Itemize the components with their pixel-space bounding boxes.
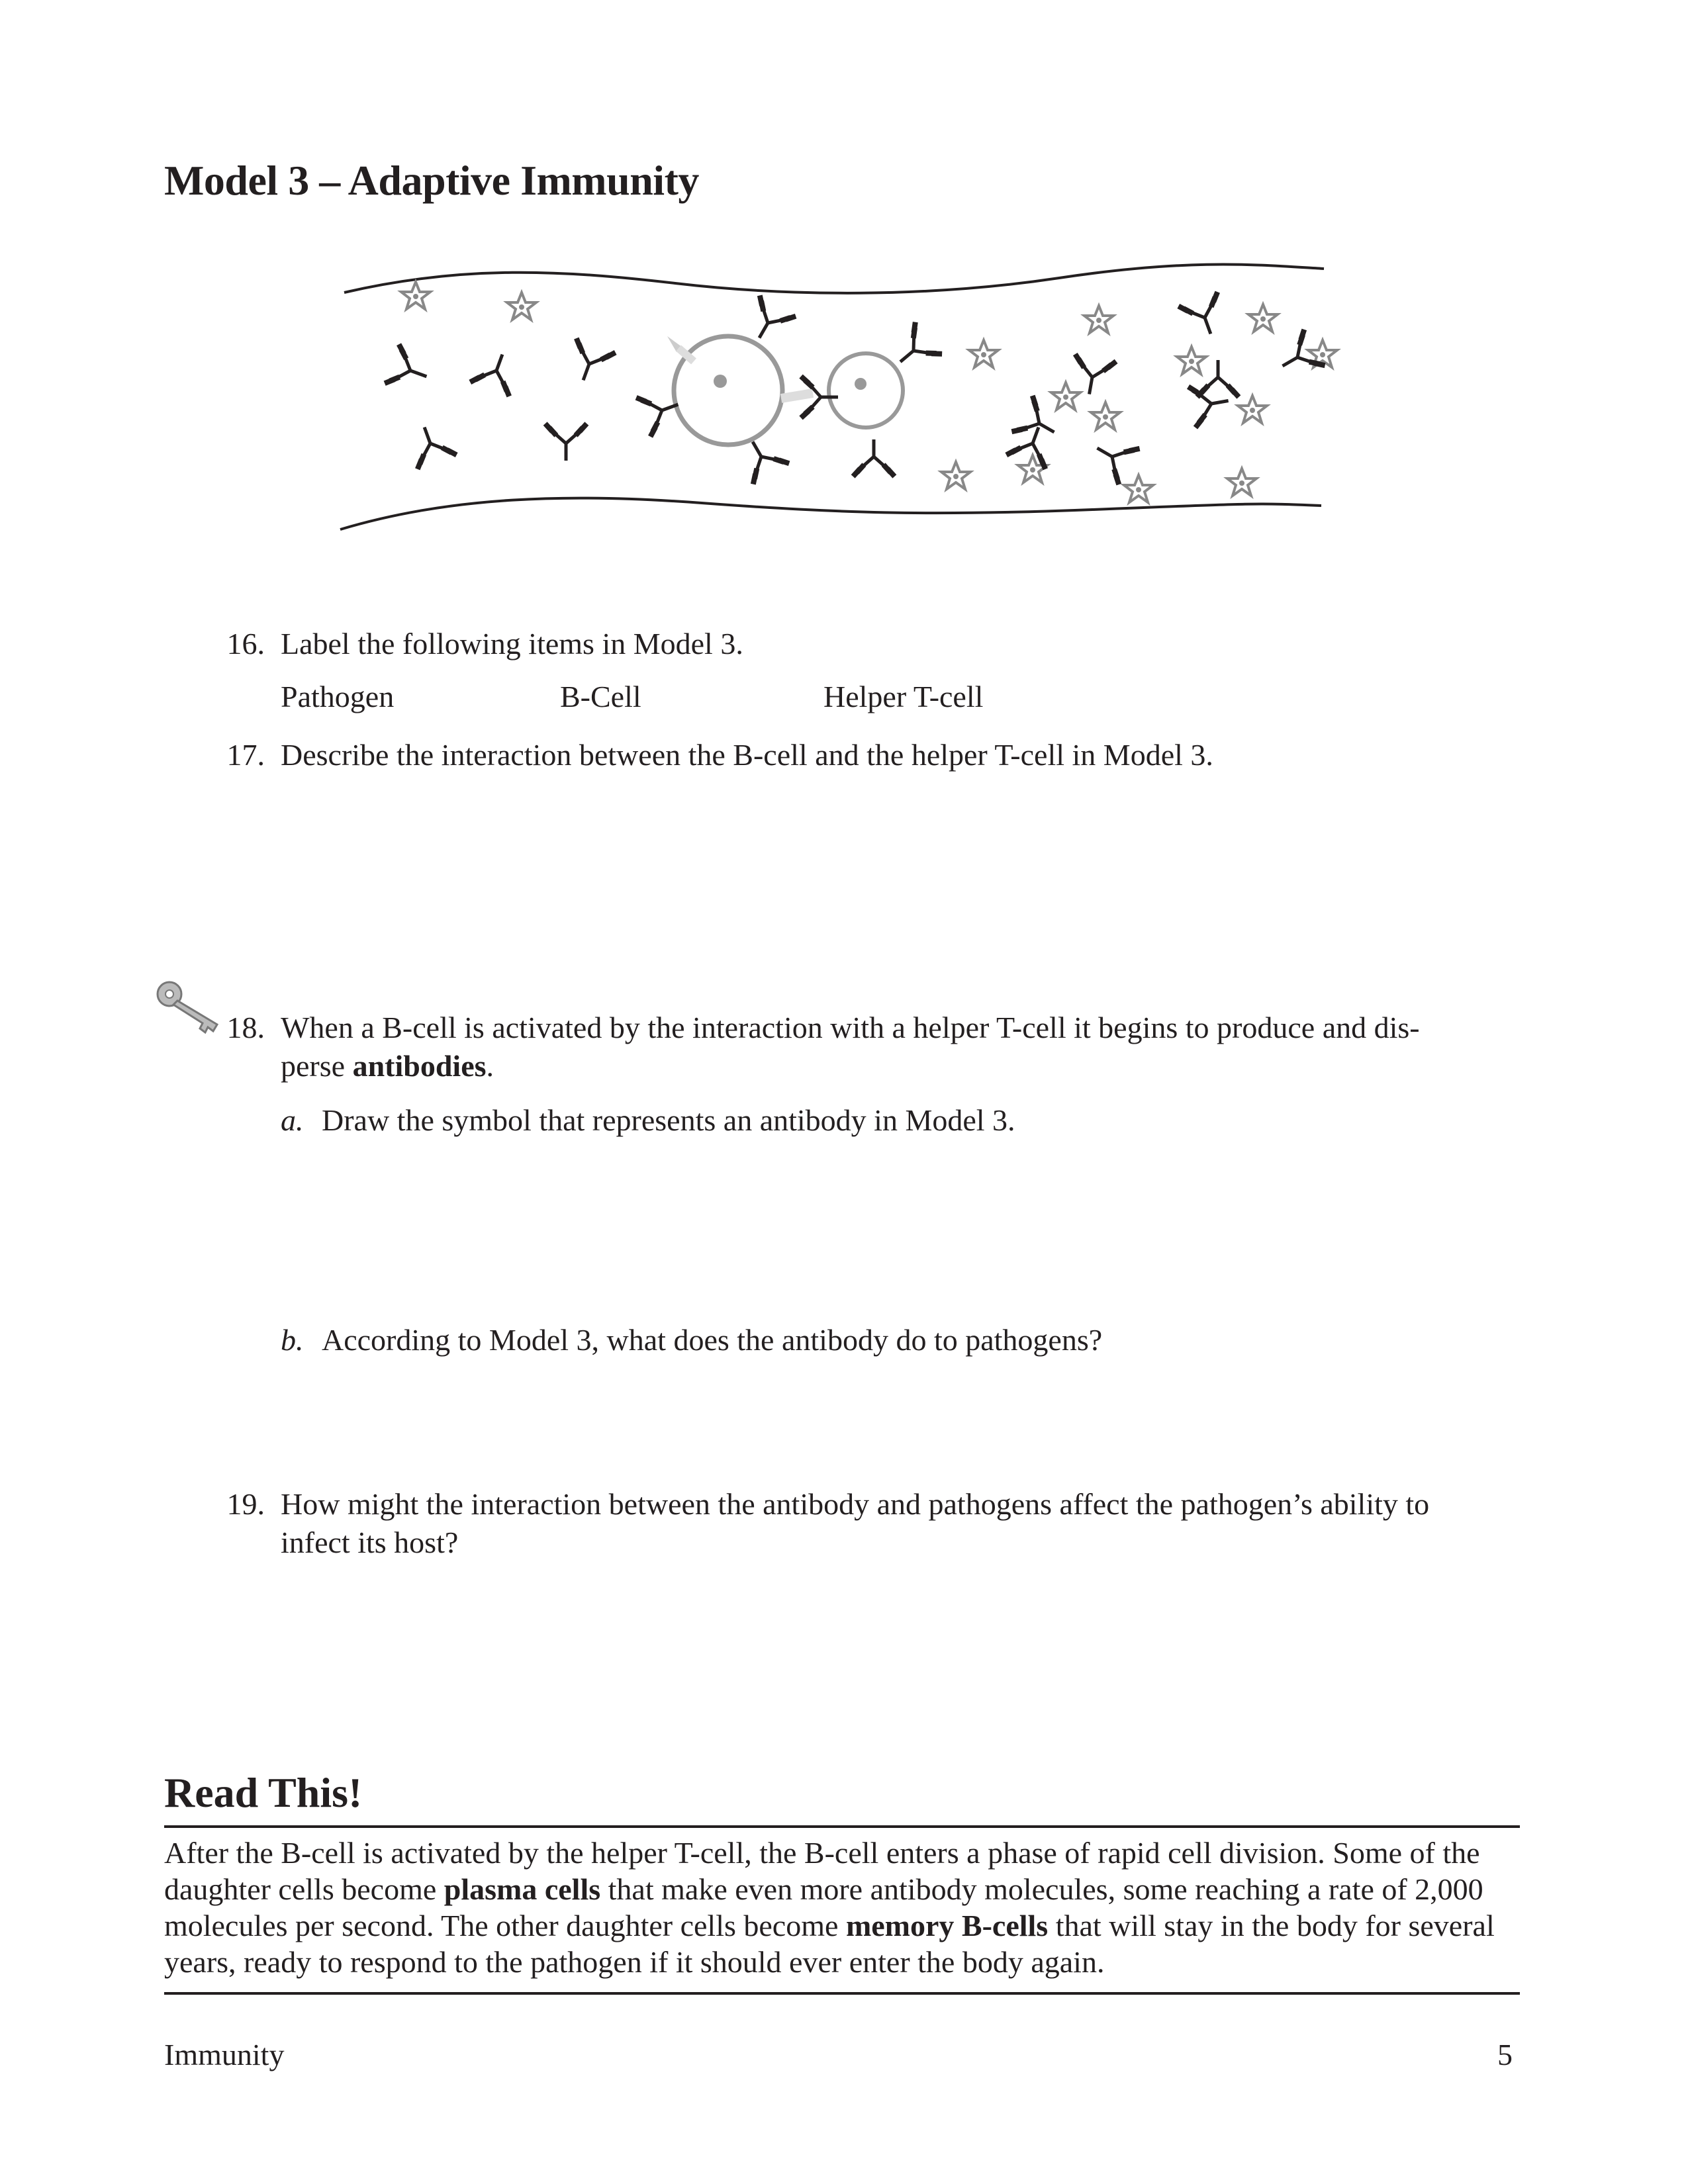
- vessel-wall-top: [344, 264, 1324, 293]
- read-this-heading: Read This!: [164, 1769, 363, 1816]
- divider-bottom: [164, 1992, 1520, 1995]
- b-cell: [674, 336, 782, 445]
- question-16-text: Label the following items in Model 3.: [281, 627, 743, 660]
- antibody: [1176, 290, 1233, 342]
- question-19-text-line1: How might the interaction between the antibody and pathogens affect the pathogen’s ability to: [281, 1487, 1430, 1521]
- antibody: [1196, 360, 1241, 399]
- antibody: [543, 422, 589, 461]
- antibody: [1009, 393, 1066, 452]
- term-plasma-cells: plasma cells: [444, 1872, 601, 1906]
- question-16-number: 16.: [226, 627, 265, 660]
- label-item-pathogen: Pathogen: [281, 680, 395, 713]
- antibody: [1086, 428, 1142, 487]
- pathogen: [1091, 402, 1120, 430]
- label-item-b-cell: B-Cell: [560, 680, 641, 713]
- pathogen: [1051, 383, 1080, 410]
- pathogen: [1124, 475, 1153, 502]
- pathogen: [507, 293, 536, 320]
- vessel-wall-bottom: [340, 498, 1321, 529]
- pathogen: [1084, 306, 1113, 333]
- antibody: [383, 342, 435, 398]
- pathogen: [1177, 347, 1206, 374]
- model-3-figure: [331, 251, 1350, 543]
- divider-top: [164, 1825, 1520, 1828]
- term-memory-b-cells: memory B-cells: [845, 1909, 1049, 1942]
- question-18b-text: According to Model 3, what does the antibody do to pathogens?: [322, 1323, 1103, 1357]
- footer-title: Immunity: [164, 2038, 285, 2071]
- question-17-number: 17.: [226, 738, 265, 772]
- page-number: 5: [1497, 2038, 1513, 2071]
- antibody: [403, 420, 459, 472]
- term-antibodies: antibodies: [352, 1049, 487, 1083]
- pathogen: [969, 340, 998, 367]
- question-19-number: 19.: [226, 1487, 265, 1521]
- read-this-paragraph: After the B-cell is activated by the helper T-cell, the B-cell enters a phase of rapid cell division. Some of the daughter cells become plasma cells that make even more antibody molecules, some reaching a rate of 2,000 molecules per second. The other daughter cells become memory B-cells that will stay in the body for several years, ready to respond to the pathogen if it should ever enter the body again.: [164, 1836, 1495, 1979]
- pathogen: [941, 462, 970, 489]
- question-18a-letter: a.: [281, 1103, 304, 1137]
- pathogen: [1238, 396, 1267, 423]
- label-item-helper-t-cell: Helper T-cell: [823, 680, 984, 713]
- question-17-text: Describe the interaction between the B-cell and the helper T-cell in Model 3.: [281, 738, 1213, 772]
- pathogen: [401, 282, 430, 309]
- antibody: [733, 430, 792, 486]
- antibody: [468, 347, 524, 399]
- antibody: [1271, 327, 1327, 386]
- antibody: [851, 439, 897, 478]
- question-18a-text: Draw the symbol that represents an antibody in Model 3.: [322, 1103, 1015, 1137]
- page-title: Model 3 – Adaptive Immunity: [164, 157, 699, 204]
- question-19-text-line2: infect its host?: [281, 1525, 459, 1559]
- antibody: [562, 336, 618, 388]
- question-18-number: 18.: [226, 1011, 265, 1044]
- pathogen: [1248, 304, 1278, 332]
- question-18-text-line1: When a B-cell is activated by the interaction with a helper T-cell it begins to produce and dis-: [281, 1011, 1420, 1044]
- helper-t-cell: [829, 353, 903, 428]
- question-18b-letter: b.: [281, 1323, 304, 1357]
- question-18-text-line2: perse antibodies.: [281, 1049, 494, 1083]
- pathogen: [1227, 469, 1256, 496]
